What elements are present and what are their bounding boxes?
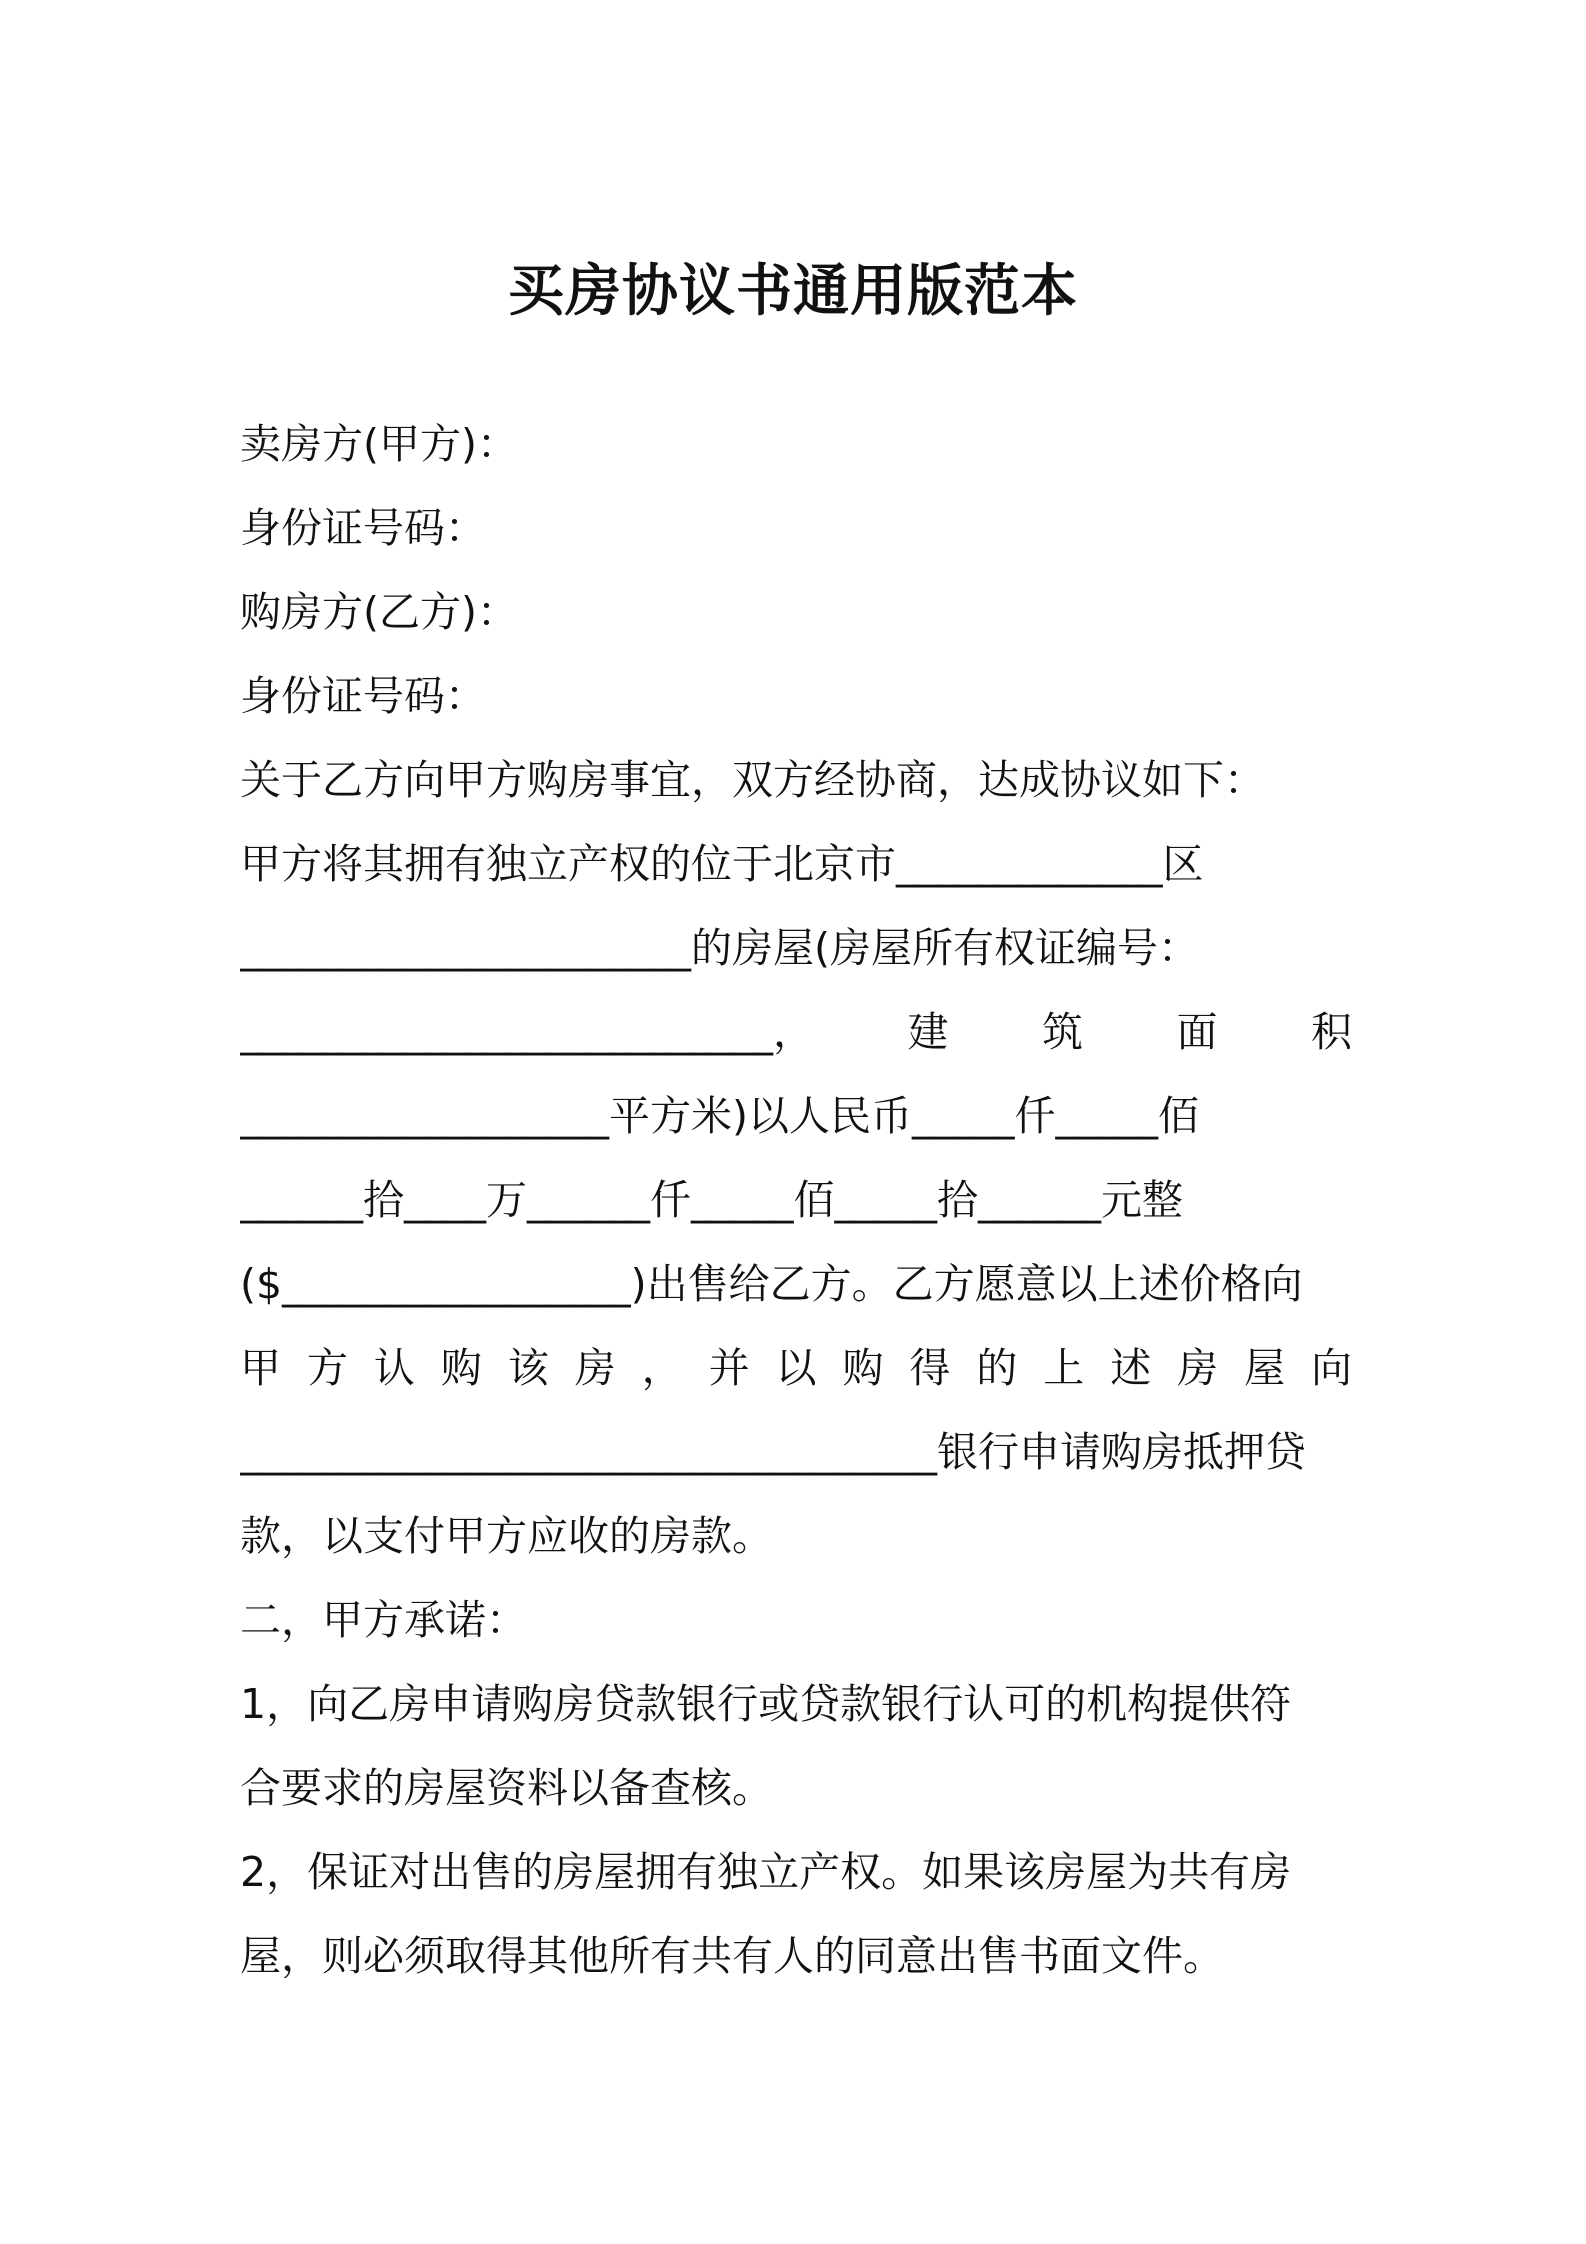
purchase-char: 购 bbox=[842, 1344, 884, 1392]
purchase-char: 房 bbox=[1177, 1344, 1219, 1392]
intro-paragraph: 关于乙方向甲方购房事宜，双方经协商，达成协议如下： bbox=[240, 756, 1265, 804]
buyer-id-label: 身份证号码： bbox=[240, 672, 486, 720]
seller-id-label: 身份证号码： bbox=[240, 504, 486, 552]
area-word: 建 bbox=[907, 1008, 949, 1056]
clause1-line: ($_________________)出售给乙方。乙方愿意以上述价格向 bbox=[240, 1260, 1303, 1308]
area-word: 面 bbox=[1176, 1008, 1218, 1056]
section2-item-line: 合要求的房屋资料以备查核。 bbox=[240, 1764, 773, 1812]
clause1-line: ______拾____万______仟_____佰_____拾______元整 bbox=[240, 1176, 1183, 1224]
purchase-char: 甲 bbox=[240, 1344, 281, 1392]
purchase-char: 述 bbox=[1110, 1344, 1152, 1392]
clause1-line: __________________________， bbox=[240, 1008, 814, 1056]
buyer-label: 购房方(乙方)： bbox=[240, 588, 518, 636]
purchase-char: 以 bbox=[775, 1344, 817, 1392]
area-word: 积 bbox=[1311, 1008, 1352, 1056]
purchase-char: 认 bbox=[373, 1344, 415, 1392]
section2-item-line: 2，保证对出售的房屋拥有独立产权。如果该房屋为共有房 bbox=[240, 1848, 1292, 1896]
section2-heading: 二，甲方承诺： bbox=[240, 1596, 527, 1644]
document-title: 买房协议书通用版范本 bbox=[508, 259, 1078, 324]
purchase-char: 该 bbox=[507, 1344, 549, 1392]
section2-item-line: 1，向乙房申请购房贷款银行或贷款银行认可的机构提供符 bbox=[240, 1680, 1292, 1728]
purchase-char: 方 bbox=[306, 1344, 348, 1392]
purchase-char: 房 bbox=[574, 1344, 616, 1392]
clause1-line: 甲方将其拥有独立产权的位于北京市_____________区 bbox=[240, 840, 1204, 888]
clause1-line: 款，以支付甲方应收的房款。 bbox=[240, 1512, 773, 1560]
purchase-char: 上 bbox=[1043, 1344, 1085, 1392]
clause1-purchase-line bbox=[240, 1326, 1352, 1410]
area-word: 筑 bbox=[1042, 1008, 1083, 1056]
clause1-area-line bbox=[240, 990, 1352, 1074]
seller-label: 卖房方(甲方)： bbox=[240, 420, 518, 468]
purchase-char: 屋 bbox=[1244, 1344, 1286, 1392]
purchase-char: 向 bbox=[1311, 1344, 1352, 1392]
purchase-char: 得 bbox=[909, 1344, 951, 1392]
purchase-char: 购 bbox=[440, 1344, 482, 1392]
section2-item-line: 屋，则必须取得其他所有共有人的同意出售书面文件。 bbox=[240, 1932, 1224, 1980]
purchase-char: 并 bbox=[708, 1344, 750, 1392]
purchase-char: 的 bbox=[976, 1344, 1018, 1392]
clause1-line: __________________平方米)以人民币_____仟_____佰 bbox=[240, 1092, 1199, 1140]
clause1-line: ______________________的房屋(房屋所有权证编号： bbox=[240, 924, 1199, 972]
clause1-line: __________________________________银行申请购房抵押贷 bbox=[240, 1428, 1306, 1476]
purchase-char: ， bbox=[641, 1344, 683, 1392]
